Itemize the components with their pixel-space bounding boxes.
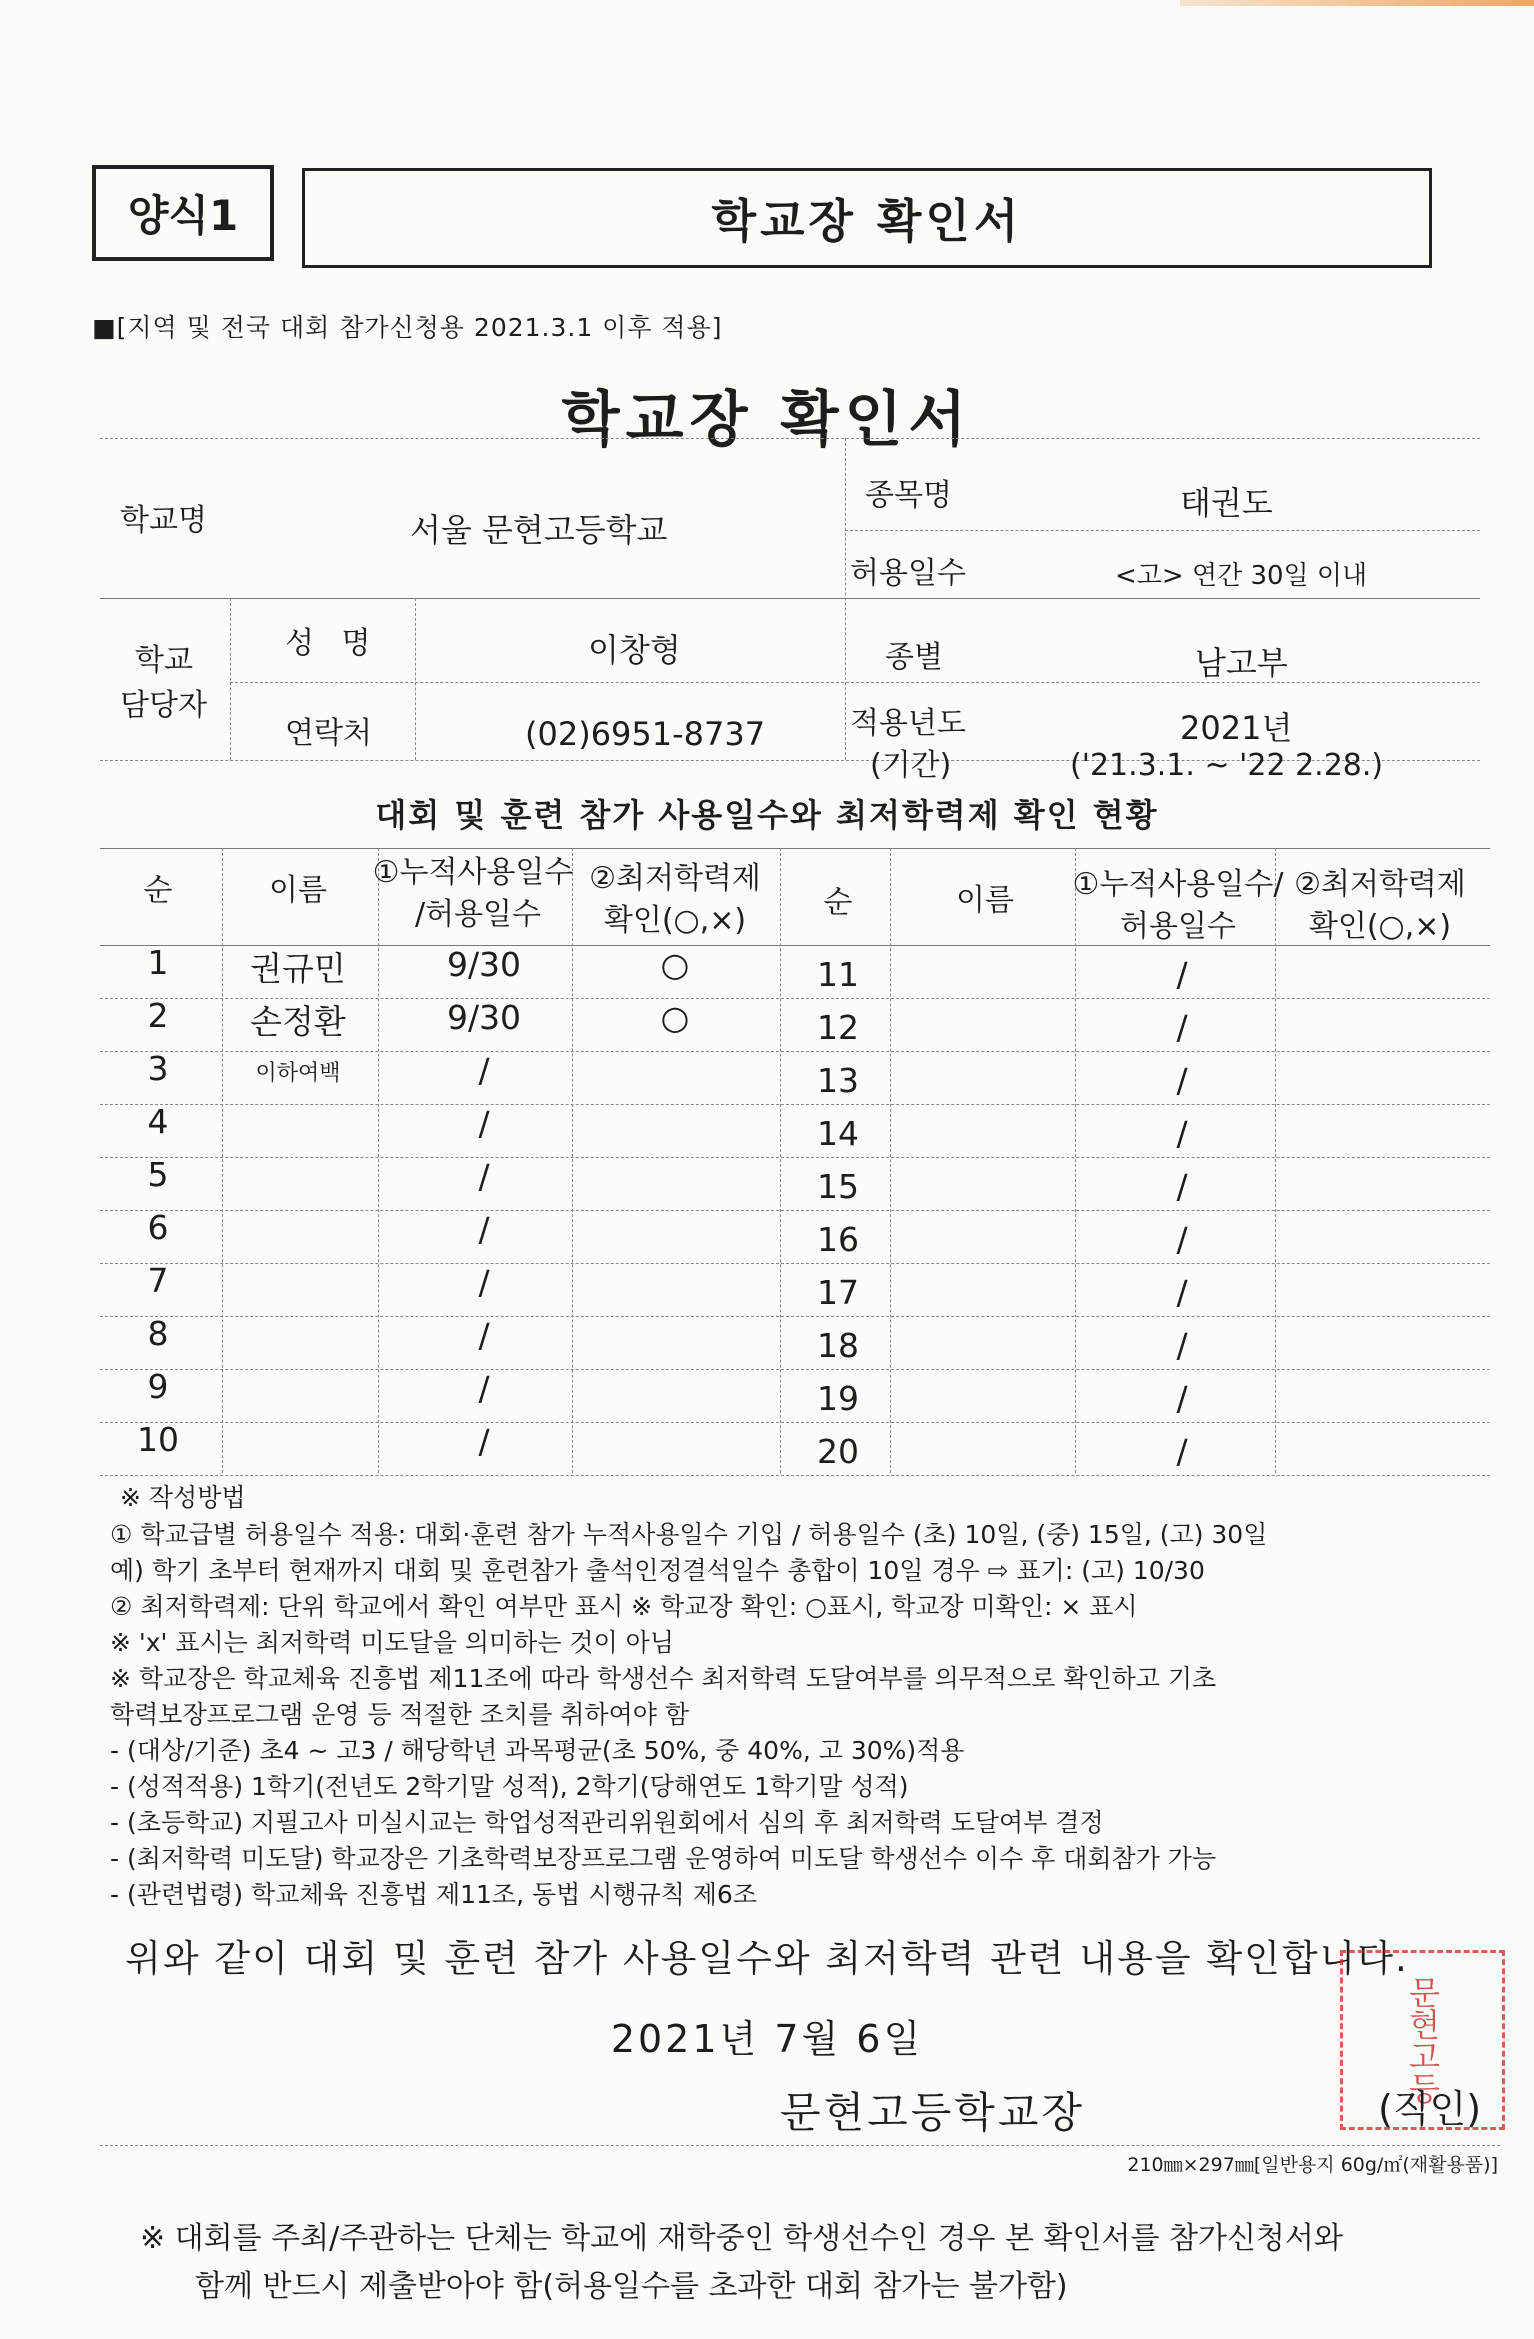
table-col-line bbox=[1275, 848, 1276, 1473]
school-name-label: 학교명 bbox=[120, 503, 207, 538]
row-days-right: / bbox=[1176, 1114, 1188, 1153]
instruction-line: ① 학교급별 허용일수 적용: 대회·훈련 참가 누적사용일수 기입 / 허용일수 (초) 10일, (중) 15일, (고) 30일 bbox=[110, 1520, 1268, 1549]
category-label: 종별 bbox=[885, 640, 943, 675]
instruction-line: - (성적적용) 1학기(전년도 2학기말 성적), 2학기(당해연도 1학기말 성적) bbox=[110, 1772, 909, 1801]
footer-note-line2: 함께 반드시 제출받아야 함(허용일수를 초과한 대회 참가는 불가함) bbox=[195, 2269, 1068, 2304]
row-name: 손정환 bbox=[250, 1002, 346, 1041]
table-col-line bbox=[378, 848, 379, 1473]
row-grade: ○ bbox=[660, 945, 690, 984]
row-no: 5 bbox=[147, 1155, 169, 1194]
instruction-line: ※ 'x' 표시는 최저학력 미도달을 의미하는 것이 아님 bbox=[110, 1628, 674, 1657]
row-no-right: 19 bbox=[817, 1379, 859, 1418]
confirmation-date: 2021년 7월 6일 bbox=[610, 2017, 924, 2061]
row-no-right: 17 bbox=[817, 1273, 859, 1312]
row-days-right: / bbox=[1176, 955, 1188, 994]
page-edge-mark bbox=[1180, 0, 1534, 6]
table-row-line bbox=[100, 1422, 1490, 1423]
row-no: 4 bbox=[147, 1102, 169, 1141]
manager-label: 학교 bbox=[135, 643, 193, 678]
row-no: 7 bbox=[147, 1261, 169, 1300]
row-days-right: / bbox=[1176, 1273, 1188, 1312]
row-days: 9/30 bbox=[446, 998, 522, 1037]
instruction-line: ※ 학교장은 학교체육 진흥법 제11조에 따라 학생선수 최저학력 도달여부를 의무적으로 확인하고 기초 bbox=[110, 1664, 1217, 1693]
paper-spec: 210㎜×297㎜[일반용지 60g/㎡(재활용품)] bbox=[1127, 2154, 1498, 2176]
official-seal: 문현고등 bbox=[1340, 1950, 1505, 2130]
row-no-right: 18 bbox=[817, 1326, 859, 1365]
table-col-line bbox=[1075, 848, 1076, 1473]
manager-label: 담당자 bbox=[120, 688, 207, 723]
table-row-line bbox=[100, 1104, 1490, 1105]
allowed-days-label: 허용일수 bbox=[850, 556, 966, 591]
row-no: 3 bbox=[147, 1049, 169, 1088]
table-top-line bbox=[100, 848, 1490, 849]
sport: 태권도 bbox=[1180, 484, 1273, 522]
row-days: / bbox=[478, 1157, 490, 1196]
col-header-days-right: ①누적사용일수/ bbox=[1072, 867, 1284, 902]
row-grade: ○ bbox=[660, 998, 690, 1037]
confirmation-statement: 위와 같이 대회 및 훈련 참가 사용일수와 최저학력 관련 내용을 확인합니다. bbox=[125, 1937, 1409, 1980]
year: 2021년 bbox=[1180, 709, 1293, 747]
row-no: 6 bbox=[147, 1208, 169, 1247]
row-no-right: 14 bbox=[817, 1114, 859, 1153]
info-top-line bbox=[100, 438, 1480, 439]
instructions-title: ※ 작성방법 bbox=[120, 1483, 246, 1512]
contact: (02)6951-8737 bbox=[525, 715, 766, 753]
row-no-right: 15 bbox=[817, 1167, 859, 1206]
table-col-line bbox=[572, 848, 573, 1473]
row-days-right: / bbox=[1176, 1379, 1188, 1418]
category: 남고부 bbox=[1195, 644, 1288, 682]
col-header-days-sub: /허용일수 bbox=[414, 897, 542, 932]
year-label-period: (기간) bbox=[870, 748, 952, 783]
row-days-right: / bbox=[1176, 1008, 1188, 1047]
row-no-right: 20 bbox=[817, 1432, 859, 1471]
footer-separator bbox=[100, 2145, 1500, 2146]
instruction-line: 학력보장프로그램 운영 등 적절한 조치를 취하여야 함 bbox=[110, 1700, 689, 1729]
school-name: 서울 문현고등학교 bbox=[410, 511, 668, 549]
row-name: 권규민 bbox=[250, 949, 346, 988]
year-label: 적용년도 bbox=[850, 706, 966, 741]
row-no: 10 bbox=[137, 1420, 179, 1459]
form-title-box: 학교장 확인서 bbox=[302, 168, 1432, 268]
principal-name: 문현고등학교장 bbox=[780, 2088, 1086, 2137]
info-divider bbox=[415, 598, 416, 760]
col-header-name-right: 이름 bbox=[956, 883, 1014, 918]
instruction-line: 예) 학기 초부터 현재까지 대회 및 훈련참가 출석인정결석일수 총합이 10일 경우 ⇨ 표기: (고) 10/30 bbox=[110, 1556, 1205, 1585]
row-days: / bbox=[478, 1210, 490, 1249]
period: ('21.3.1. ~ '22 2.28.) bbox=[1070, 748, 1384, 783]
usage-note: ■[지역 및 전국 대회 참가신청용 2021.3.1 이후 적용] bbox=[92, 313, 723, 342]
allowed-days: <고> 연간 30일 이내 bbox=[1115, 561, 1368, 591]
footer-note-line1: ※ 대회를 주최/주관하는 단체는 학교에 재학중인 학생선수인 경우 본 확인서를 참가신청서와 bbox=[140, 2221, 1343, 2256]
row-days: / bbox=[478, 1051, 490, 1090]
instruction-line: - (초등학교) 지필고사 미실시교는 학업성적관리위원회에서 심의 후 최저학력 도달여부 결정 bbox=[110, 1808, 1104, 1837]
row-days-right: / bbox=[1176, 1167, 1188, 1206]
row-days: / bbox=[478, 1369, 490, 1408]
col-header-grade-right: ②최저학력제 bbox=[1294, 867, 1466, 902]
contact-label: 연락처 bbox=[285, 716, 372, 751]
col-header-no-right: 순 bbox=[823, 885, 853, 920]
row-no: 9 bbox=[147, 1367, 169, 1406]
row-name: 이하여백 bbox=[255, 1061, 341, 1086]
row-no: 1 bbox=[147, 943, 169, 982]
table-col-line bbox=[222, 848, 223, 1473]
col-header-grade-sub: 확인(○,×) bbox=[603, 903, 747, 938]
form-number-box: 양식1 bbox=[92, 165, 274, 261]
table-row-line bbox=[100, 1263, 1490, 1264]
table-row-line bbox=[100, 1051, 1490, 1052]
info-divider bbox=[845, 438, 846, 760]
row-days: / bbox=[478, 1104, 490, 1143]
row-days-right: / bbox=[1176, 1432, 1188, 1471]
row-days: / bbox=[478, 1422, 490, 1461]
table-row-line bbox=[100, 1316, 1490, 1317]
table-row-line bbox=[100, 1210, 1490, 1211]
instruction-line: ② 최저학력제: 단위 학교에서 확인 여부만 표시 ※ 학교장 확인: ○표시, 학교장 미확인: × 표시 bbox=[110, 1592, 1138, 1621]
row-no: 8 bbox=[147, 1314, 169, 1353]
row-no-right: 16 bbox=[817, 1220, 859, 1259]
row-no-right: 11 bbox=[817, 955, 859, 994]
row-no-right: 13 bbox=[817, 1061, 859, 1100]
col-header-days: ①누적사용일수 bbox=[372, 855, 574, 890]
table-col-line bbox=[890, 848, 891, 1473]
info-divider bbox=[230, 598, 231, 760]
row-days: / bbox=[478, 1263, 490, 1302]
row-days-right: / bbox=[1176, 1326, 1188, 1365]
col-header-no: 순 bbox=[143, 873, 173, 908]
table-row-line bbox=[100, 1369, 1490, 1370]
info-line bbox=[100, 598, 1480, 599]
row-days: 9/30 bbox=[446, 945, 522, 984]
instruction-line: - (최저학력 미도달) 학교장은 기초학력보장프로그램 운영하여 미도달 학생선수 이수 후 대회참가 가능 bbox=[110, 1844, 1217, 1873]
seal-label: (직인) bbox=[1378, 2087, 1482, 2131]
row-no: 2 bbox=[147, 996, 169, 1035]
status-table-title: 대회 및 훈련 참가 사용일수와 최저학력제 확인 현황 bbox=[375, 796, 1159, 834]
col-header-grade: ②최저학력제 bbox=[589, 861, 761, 896]
col-header-grade-right-sub: 확인(○,×) bbox=[1308, 909, 1452, 944]
row-days-right: / bbox=[1176, 1061, 1188, 1100]
row-no-right: 12 bbox=[817, 1008, 859, 1047]
info-line bbox=[230, 682, 1480, 683]
manager-name: 이창형 bbox=[588, 631, 681, 669]
row-days: / bbox=[478, 1316, 490, 1355]
instruction-line: - (관련법령) 학교체육 진흥법 제11조, 동법 시행규칙 제6조 bbox=[110, 1880, 757, 1909]
row-days-right: / bbox=[1176, 1220, 1188, 1259]
document-title: 학교장 확인서 bbox=[561, 385, 973, 455]
instruction-line: - (대상/기준) 초4 ~ 고3 / 해당학년 과목평균(초 50%, 중 40%, 고 30%)적용 bbox=[110, 1736, 965, 1765]
sport-label: 종목명 bbox=[865, 478, 952, 513]
info-line bbox=[845, 530, 1480, 531]
table-col-line bbox=[780, 848, 781, 1473]
table-row-line bbox=[100, 1157, 1490, 1158]
name-label: 성 명 bbox=[285, 626, 371, 661]
col-header-name: 이름 bbox=[269, 873, 327, 908]
col-header-days-right-sub: 허용일수 bbox=[1120, 909, 1236, 944]
table-row-line bbox=[100, 1475, 1490, 1476]
